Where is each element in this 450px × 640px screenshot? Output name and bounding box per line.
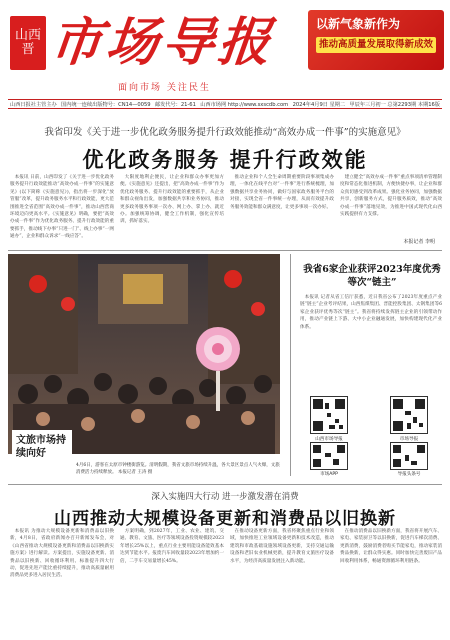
qr-label-3: 市场APP xyxy=(320,472,338,477)
qr-code xyxy=(390,442,428,470)
photo-caption-title: 文旅市场持续向好 xyxy=(16,435,66,459)
masthead-motto: 面向市场 关注民生 xyxy=(118,83,211,93)
info-publisher: 山西日报社主管主办 xyxy=(10,101,57,108)
lead-column-1 xyxy=(10,174,114,246)
lead-column-4 xyxy=(340,174,442,236)
lead-column-3 xyxy=(230,174,334,246)
qr-label-4: 导报头条号 xyxy=(397,472,421,477)
photo-caption: 4月6日，游客在太原市钟楼街游览。清明假期，我省文旅市场持续升温，各大景区景点人气火爆，文旅消费活力持续释放。 本报记者 王涛 摄 xyxy=(76,463,280,475)
seal-top-text: 山西 xyxy=(14,28,41,43)
masthead xyxy=(0,0,450,96)
photo-caption-title-box xyxy=(12,430,72,474)
seal-bottom-text: 晋 xyxy=(21,42,35,57)
bottom-column-4 xyxy=(340,528,442,636)
bottom-headline: 山西推动大规模设备更新和消费品以旧换新 xyxy=(54,509,396,529)
masthead-title: 市场导报 xyxy=(46,12,278,73)
photo-illustration xyxy=(8,254,280,454)
bottom-col3-text: 在推动设备更新方面，我省将聚焦重点行业和领域，加快推进工业领域设备更新和技术改造，推动建筑和市政基础设施领域设备更新，支持交通运输设备和老旧农业机械更新，提升教育文旅医疗设备水平，为经济高质量发展注入新动能。 xyxy=(230,529,334,564)
right-story-text: 本报讯 记者从省工信厅获悉，近日我省公布了2023年度重点产业链“链主”企业考评结果，山西焦煤集团、晋能控股集团、太钢集团等6家企业获评优秀等次“链主”。我省将持续发挥链主企业的引领带动作用，推动产业链上下游、大中小企业融通发展，加快构建现代化产业体系。 xyxy=(300,295,442,330)
masthead-logo xyxy=(10,8,278,78)
qr-label-2: 市场导报 xyxy=(399,437,419,442)
promo-banner xyxy=(308,10,444,70)
masthead-seal xyxy=(10,16,46,70)
lead-headline: 优化政务服务 提升行政效能 xyxy=(82,147,368,172)
banner-line2: 推动高质量发展取得新成效 xyxy=(316,37,436,53)
info-post: 邮发代号：21-61 xyxy=(154,101,196,108)
lead-kicker: 我省印发《关于进一步优化政务服务提升行政效能推动“高效办成一件事”的实施意见》 xyxy=(44,127,406,138)
lead-column-2 xyxy=(120,174,224,246)
bottom-column-1 xyxy=(10,528,114,636)
lead-col3-text: 推动企业和个人全生命周期重要阶段事项集成办理，一体化在线平台对“一件事”进行系统梳理，加强数据共享业务协同，做好与国家政务服务平台的对接，实现全省一件事统一办理，从而有效提升政务服务效能和群众满意度，让更多事项一次办好。 xyxy=(230,175,334,210)
qr-code xyxy=(310,396,348,434)
section-divider xyxy=(8,484,442,485)
section-divider xyxy=(8,250,442,251)
bottom-col4-text: 在推动消费品以旧换新方面，我省将开展汽车、家电、家装厨卫等以旧换新，促进汽车梯次消费、更新消费，鼓励消费者购买节能家电，推动家装消费品换新，让群众得实惠。同时加快完善废旧产品回收利用体系，畅通资源循环利用链条。 xyxy=(340,529,442,564)
info-site: 山西市场网 http://www.sxscdb.com xyxy=(200,101,289,108)
bottom-column-2 xyxy=(120,528,224,636)
lead-col2-text: 大限度地利企便民，让企业和群众办事更加方便。《实施意见》还提出，把“高效办成一件事”作为优化政务服务、提升行政效能的重要抓手，从企业和群众视角出发，加强数据共享和业务协同，推动更多政务服务事项一次办、网上办、掌上办、就近办。加强统筹协调，健全工作机制，强化宣传培训，抓好落实。 xyxy=(120,175,224,225)
info-issue: 甲辰年三月初一 总第2293期 本期16版 xyxy=(349,101,440,108)
lead-byline: 本报记者 李明 xyxy=(403,239,435,245)
street-crowd-photo xyxy=(8,254,280,454)
publication-info-bar xyxy=(8,99,442,109)
bottom-col1-text: 本报讯 为推动大规模设备更新和消费品以旧换新，4月8日，省政府新闻办召开新闻发布会，对《山西省推动大规模设备更新和消费品以旧换新实施方案》进行解读。方案提出，实施设备更新、消费品以旧换新、回收循环利用、标准提升四大行动，促进先进产能比重持续提升，推动高质量耐用消费品更多进入居民生活。 xyxy=(10,529,114,579)
qr-code-area xyxy=(300,396,442,476)
bottom-kicker: 深入实施四大行动 进一步激发潜在消费 xyxy=(151,492,299,502)
qr-code xyxy=(390,396,428,434)
qr-label-1: 山西市场导报 xyxy=(315,437,343,442)
column-divider xyxy=(290,254,291,476)
bottom-column-3 xyxy=(230,528,334,636)
right-story-headline: 我省6家企业获评2023年度优秀等次“链主” xyxy=(303,264,441,288)
right-story-body xyxy=(300,294,442,390)
lead-col4-text: 建立健全“高效办成一件事”重点事项清单管理制度和常态化推进机制，方便快捷办事，让企业和群众真切感受到改革成果。强化业务协同，加强数据共享，创新服务方式，提升服务质效，推动“高效办成一件事”落地见效，为推进中国式现代化山西实践提供有力支撑。 xyxy=(340,175,442,218)
qr-code xyxy=(310,442,348,470)
bottom-col2-text: 方案明确，到2027年，工业、农业、建筑、交通、教育、文旅、医疗等领域设备投资规模较2023年增长25%以上，重点行业主要用能设备能效基本达到节能水平。报废汽车回收量较2023年增加约一倍，二手车交易量增长45%。 xyxy=(120,529,224,564)
banner-line1: 以新气象新作为 xyxy=(316,17,401,31)
info-cn: 国内统一连续出版物号：CN14—0059 xyxy=(61,101,151,108)
lead-col1-text: 本报讯 日前，山西印发了《关于进一步优化政务服务提升行政效能推动“高效办成一件事”的实施意见》(以下简称《实施意见》)，指出将一步深化“放管服”改革，提升政务服务水平和行政效能，更大范围推进全省范围“高效办成一件事”，推动山西营商环境迈向更高水平。《实施意见》明确，要把“高效办成一件事”作为优化政务服务、提升行政效能的重要抓手，推动线下办事“只进一门”、线上办事“一网通办”，企业和群众诉求“一线应答”。 xyxy=(10,175,114,240)
info-date: 2024年4月9日 星期二 xyxy=(292,101,346,108)
